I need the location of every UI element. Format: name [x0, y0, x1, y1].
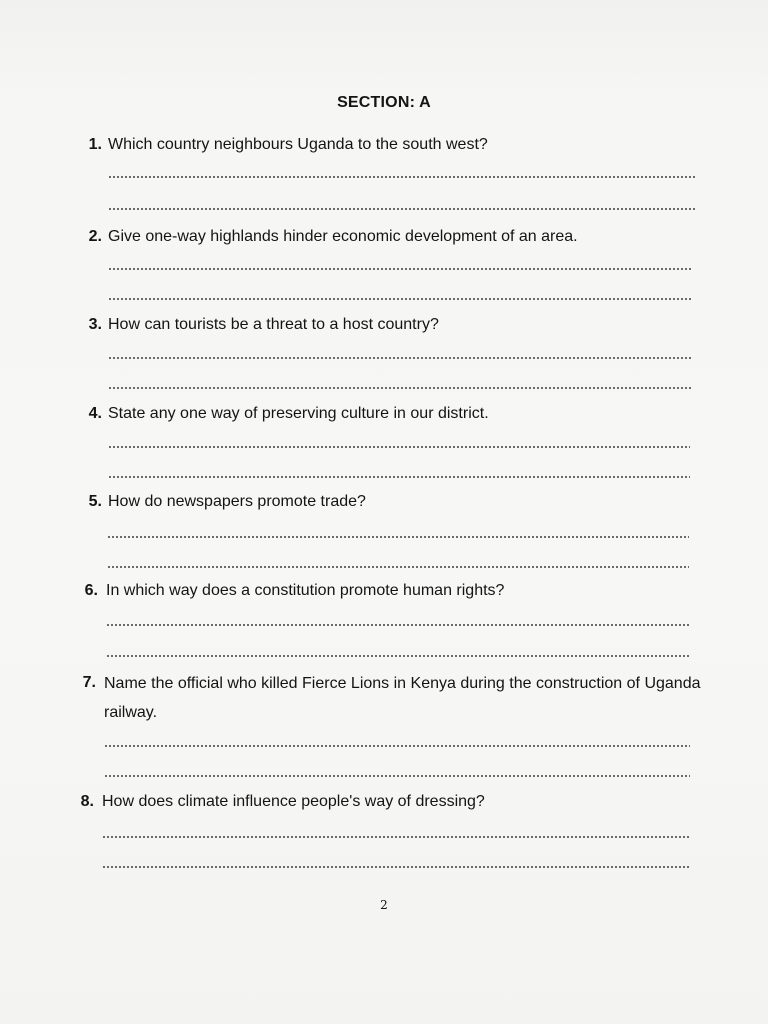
answer-line[interactable]: [108, 446, 690, 448]
answer-line[interactable]: [102, 836, 690, 838]
answer-line[interactable]: [104, 745, 690, 747]
answer-line[interactable]: [106, 624, 689, 626]
section-title: SECTION: A: [337, 94, 431, 111]
answer-line[interactable]: [104, 775, 690, 777]
question-text: Name the official who killed Fierce Lions in Kenya during the construction of Uganda railway.: [104, 675, 701, 721]
question-number: 2.: [88, 228, 102, 245]
question-number: 8.: [80, 793, 94, 810]
answer-line[interactable]: [108, 476, 690, 478]
answer-line[interactable]: [108, 268, 693, 270]
page-number: 2: [380, 898, 388, 912]
question-text: How do newspapers promote trade?: [108, 493, 366, 510]
question-number: 4.: [88, 405, 102, 422]
question-number: 6.: [84, 582, 98, 599]
question-text: How can tourists be a threat to a host country?: [108, 316, 439, 333]
answer-line[interactable]: [102, 866, 690, 868]
question-text: Which country neighbours Uganda to the south west?: [108, 136, 488, 153]
answer-line[interactable]: [107, 566, 689, 568]
answer-line[interactable]: [107, 536, 689, 538]
question-text: State any one way of preserving culture in our district.: [108, 405, 489, 422]
answer-line[interactable]: [108, 176, 696, 178]
question-text: Give one-way highlands hinder economic development of an area.: [108, 228, 578, 245]
question-number: 3.: [88, 316, 102, 333]
question-number: 7.: [82, 674, 96, 691]
answer-line[interactable]: [106, 655, 689, 657]
answer-line[interactable]: [108, 387, 691, 389]
question-text: In which way does a constitution promote human rights?: [106, 582, 505, 599]
answer-line[interactable]: [108, 208, 696, 210]
answer-line[interactable]: [108, 298, 693, 300]
answer-line[interactable]: [108, 357, 691, 359]
question-number: 5.: [88, 493, 102, 510]
question-number: 1.: [88, 136, 102, 153]
question-text: How does climate influence people's way of dressing?: [102, 793, 485, 810]
